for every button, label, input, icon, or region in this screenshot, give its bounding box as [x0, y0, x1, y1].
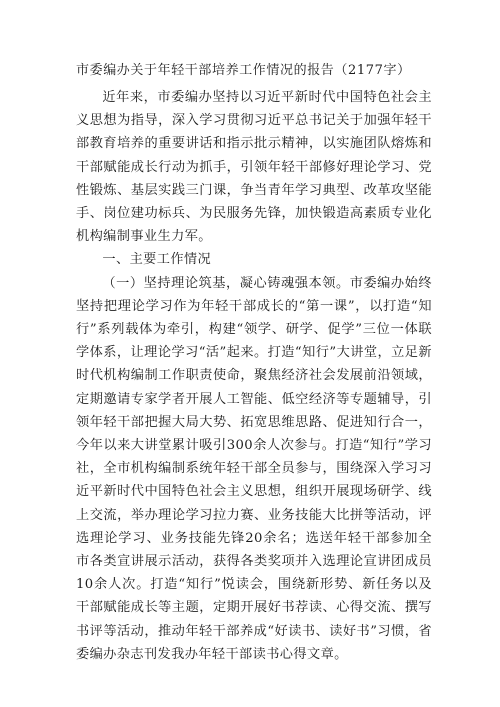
document-body	[76, 60, 432, 666]
intro-paragraph: 近年来，市委编办坚持以习近平新时代中国特色社会主义思想为指导，深入学习贯彻习近平总书记关于加强年轻干部教育培养的重要讲话和指示批示精神，以实施团队熔炼和干部赋能成长行动为抓手，引领年轻干部修好理论学习、党性锻炼、基层实践三门课，争当青年学习典型、改革攻坚能手、岗位建功标兵、为民服务先锋，加快锻造高素质专业化机构编制事业生力军。	[76, 90, 432, 245]
section-heading: 一、主要工作情况	[102, 252, 212, 268]
document-title: 市委编办关于年轻干部培养工作情况的报告（2177字）	[76, 63, 411, 78]
subsection-paragraph: （一）坚持理论筑基，凝心铸魂强本领。市委编办始终坚持把理论学习作为年轻干部成长的“第一课”，以打造“知行”系列载体为牵引，构建“领学、研学、促学”三位一体联学体系，让理论学习“活”起来。打造“知行”大讲堂，立足新时代机构编制工作职责使命，聚焦经济社会发展前沿领域，定期邀请专家学者开展人工智能、低空经济等专题辅导，引领年轻干部把握大局大势、拓宽思维思路、促进知行合一，今年以来大讲堂累计吸引300余人次参与。打造“知行”学习社，全市机构编制系统年轻干部全员参与，围绕深入学习习近平新时代中国特色社会主义思想，组织开展现场研学、线上交流，举办理论学习拉力赛、业务技能大比拼等活动，评选理论学习、业务技能先锋20余名；选送年轻干部参加全市各类宣讲展示活动，获得各类奖项并入选理论宣讲团成员10余人次。打造“知行”悦读会，围绕新形势、新任务以及干部赋能成长等主题，定期开展好书荐读、心得交流、撰写书评等活动，推动年轻干部养成“好读书、读好书”习惯，省委编办杂志刊发我办年轻干部读书心得文章。	[76, 275, 432, 662]
